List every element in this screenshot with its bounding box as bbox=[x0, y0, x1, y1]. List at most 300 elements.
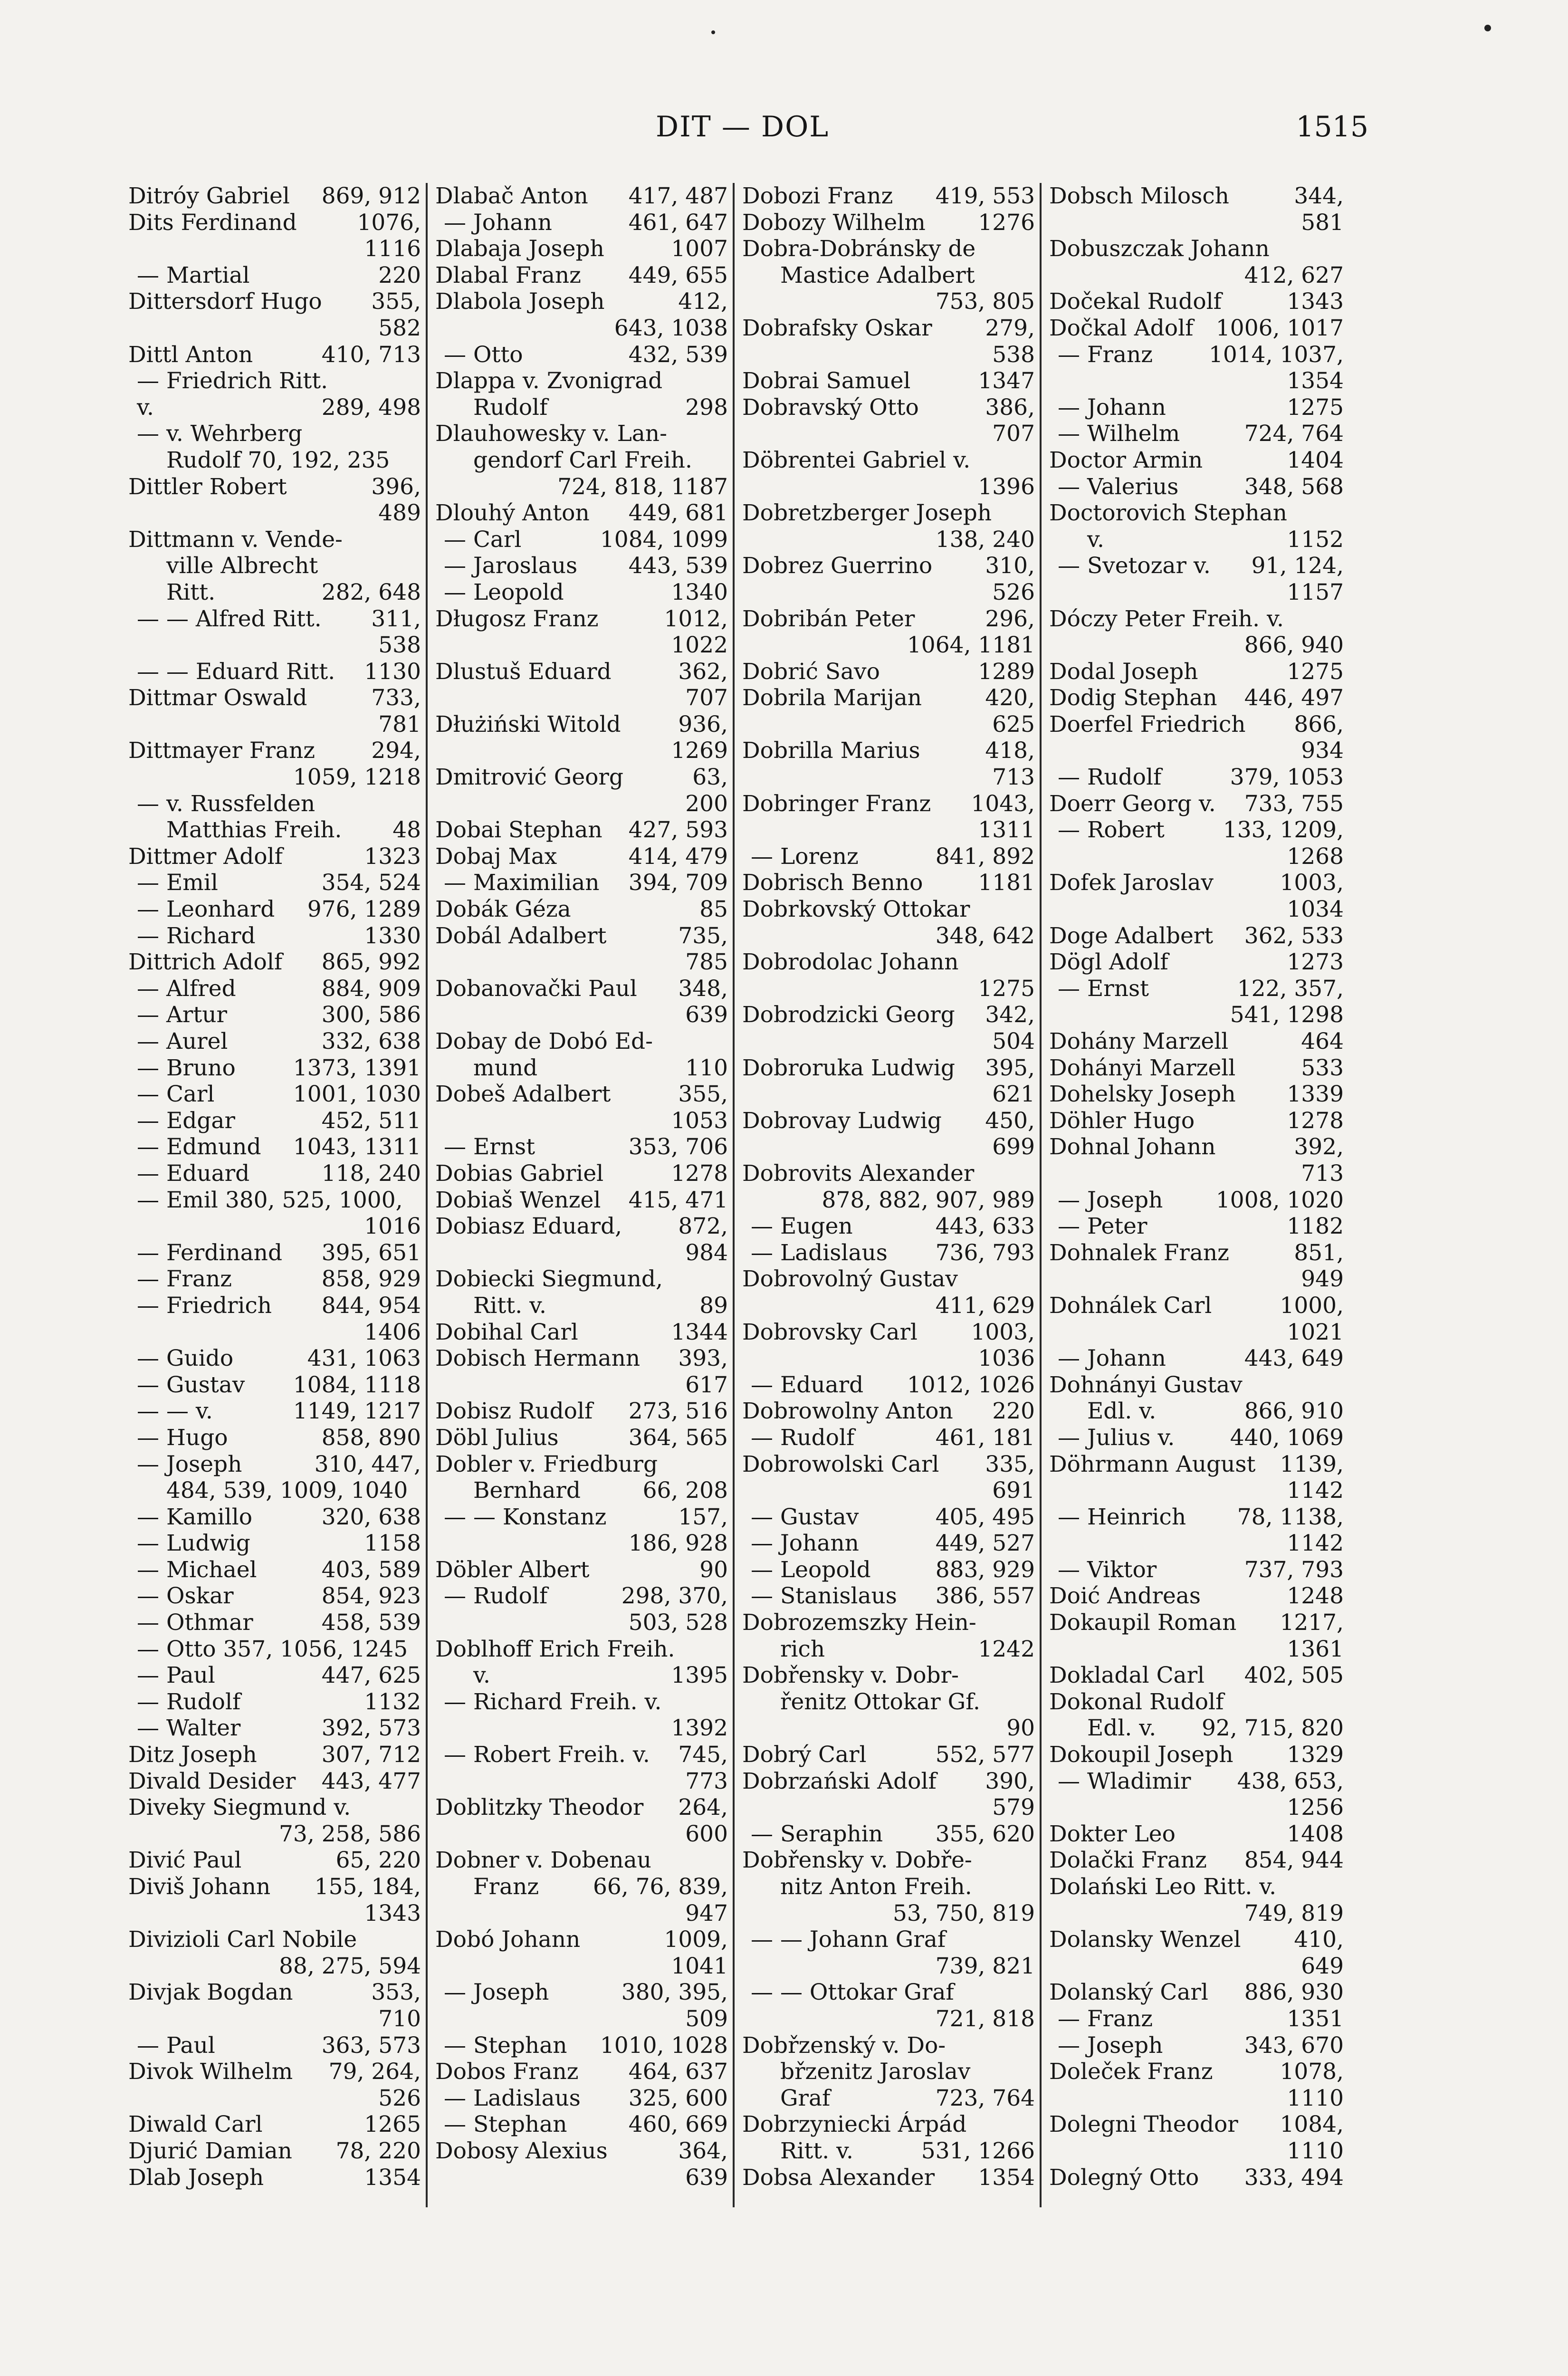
entry-page-refs: 1036 bbox=[978, 1345, 1035, 1372]
entry-name: gendorf Carl Freih. bbox=[473, 447, 692, 473]
index-entry bbox=[742, 659, 1035, 685]
entry-name: Dobrodzicki Georg bbox=[742, 1002, 955, 1028]
entry-page-refs: 220 bbox=[378, 262, 421, 288]
ink-speck bbox=[711, 30, 715, 34]
index-entry bbox=[1049, 817, 1344, 843]
entry-name: Dodal Joseph bbox=[1049, 658, 1198, 685]
entry-name: Dohelsky Joseph bbox=[1049, 1081, 1236, 1108]
index-entry bbox=[128, 368, 421, 394]
index-entry bbox=[742, 764, 1035, 791]
index-entry bbox=[1049, 262, 1344, 289]
entry-page-refs: 449, 681 bbox=[628, 500, 728, 527]
entry-page-refs: 1016 bbox=[364, 1213, 421, 1240]
index-entry bbox=[742, 1821, 1035, 1848]
index-entry bbox=[435, 553, 728, 579]
index-entry bbox=[1049, 1689, 1344, 1715]
entry-page-refs: 393, bbox=[678, 1345, 728, 1372]
entry-page-refs: 773 bbox=[685, 1768, 728, 1794]
entry-name: Divald Desider bbox=[128, 1768, 296, 1794]
index-entry bbox=[435, 843, 728, 870]
entry-page-refs: 405, 495 bbox=[935, 1504, 1035, 1530]
index-entry bbox=[128, 288, 421, 315]
entry-page-refs: 1256 bbox=[1287, 1794, 1344, 1821]
index-column-4 bbox=[1043, 183, 1348, 2207]
index-entry bbox=[128, 1345, 421, 1372]
index-entry bbox=[1049, 1266, 1344, 1293]
index-entry bbox=[128, 1002, 421, 1028]
index-entry bbox=[128, 1293, 421, 1319]
entry-page-refs: 541, 1298 bbox=[1230, 1002, 1344, 1028]
entry-name: Dobrovay Ludwig bbox=[742, 1107, 942, 1134]
index-entry bbox=[742, 2111, 1035, 2138]
entry-page-refs: 1000, bbox=[1280, 1292, 1344, 1319]
entry-page-refs: 438, 653, bbox=[1237, 1768, 1344, 1794]
entry-name: Dittmann v. Vende- bbox=[128, 526, 343, 553]
index-entry bbox=[1049, 1345, 1344, 1372]
entry-name: Dóczy Peter Freih. v. bbox=[1049, 605, 1284, 632]
index-entry bbox=[435, 1319, 728, 1346]
index-entry bbox=[742, 183, 1035, 210]
entry-page-refs: 1273 bbox=[1287, 949, 1344, 976]
entry-page-refs: 90 bbox=[699, 1556, 728, 1583]
entry-name: Mastice Adalbert bbox=[780, 262, 975, 288]
entry-name: Dobanovački Paul bbox=[435, 975, 637, 1002]
entry-name: Rudolf 70, 192, 235 bbox=[166, 447, 390, 473]
entry-page-refs: 355, 620 bbox=[935, 1820, 1035, 1847]
index-entry bbox=[435, 976, 728, 1002]
entry-name: — Seraphin bbox=[751, 1820, 883, 1847]
entry-page-refs: 1396 bbox=[978, 473, 1035, 500]
entry-page-refs: 411, 629 bbox=[935, 1292, 1035, 1319]
index-entry bbox=[742, 1213, 1035, 1240]
entry-page-refs: 1373, 1391 bbox=[293, 1054, 421, 1081]
index-entry bbox=[1049, 1028, 1344, 1055]
entry-page-refs: 273, 516 bbox=[628, 1398, 728, 1425]
entry-page-refs: 289, 498 bbox=[321, 394, 421, 421]
entry-page-refs: 402, 505 bbox=[1244, 1662, 1344, 1689]
entry-name: Dokaupil Roman bbox=[1049, 1610, 1237, 1636]
index-entry bbox=[128, 579, 421, 606]
entry-name: Diwald Carl bbox=[128, 2111, 263, 2138]
index-entry bbox=[742, 342, 1035, 368]
index-entry bbox=[742, 817, 1035, 843]
entry-page-refs: 432, 539 bbox=[628, 341, 728, 368]
entry-name: — Otto 357, 1056, 1245 bbox=[137, 1636, 408, 1662]
index-entry bbox=[435, 1689, 728, 1715]
index-entry bbox=[742, 1847, 1035, 1874]
entry-name: — Eduard bbox=[137, 1160, 250, 1187]
index-entry bbox=[435, 685, 728, 711]
index-entry bbox=[1049, 2111, 1344, 2138]
entry-page-refs: 461, 181 bbox=[935, 1424, 1035, 1451]
entry-name: — Valerius bbox=[1058, 473, 1179, 500]
entry-name: Franz bbox=[473, 1874, 539, 1900]
index-entry bbox=[435, 579, 728, 606]
entry-name: Dlouhý Anton bbox=[435, 500, 590, 527]
entry-page-refs: 333, 494 bbox=[1244, 2164, 1344, 2191]
index-entry bbox=[128, 1240, 421, 1266]
entry-name: v. bbox=[137, 394, 154, 421]
index-entry bbox=[128, 1662, 421, 1689]
index-entry bbox=[435, 632, 728, 659]
index-entry bbox=[128, 210, 421, 236]
entry-name: Dokter Leo bbox=[1049, 1820, 1176, 1847]
index-entry bbox=[435, 1794, 728, 1821]
entry-name: — Hugo bbox=[137, 1424, 228, 1451]
index-entry bbox=[742, 1610, 1035, 1636]
entry-page-refs: 1311 bbox=[978, 817, 1035, 843]
entry-name: Doblitzky Theodor bbox=[435, 1794, 644, 1821]
entry-page-refs: 1361 bbox=[1287, 1636, 1344, 1662]
entry-page-refs: 851, bbox=[1294, 1239, 1344, 1266]
entry-page-refs: 1012, 1026 bbox=[907, 1371, 1035, 1398]
index-entry bbox=[1049, 791, 1344, 817]
index-entry bbox=[128, 262, 421, 289]
entry-name: Dobrkovský Ottokar bbox=[742, 896, 970, 923]
index-entry bbox=[435, 1979, 728, 2006]
entry-page-refs: 78, 1138, bbox=[1237, 1504, 1344, 1530]
entry-name: — Emil bbox=[137, 870, 218, 896]
entry-page-refs: 443, 649 bbox=[1244, 1345, 1344, 1372]
index-entry bbox=[1049, 288, 1344, 315]
entry-page-refs: 348, 642 bbox=[935, 922, 1035, 949]
index-entry bbox=[1049, 236, 1344, 262]
entry-name: Dobozy Wilhelm bbox=[742, 209, 926, 236]
entry-name: Dobos Franz bbox=[435, 2059, 579, 2085]
entry-name: nitz Anton Freih. bbox=[780, 1874, 972, 1900]
index-entry bbox=[128, 659, 421, 685]
index-entry bbox=[742, 1979, 1035, 2006]
entry-page-refs: 526 bbox=[992, 579, 1035, 605]
entry-name: — Bruno bbox=[137, 1054, 236, 1081]
index-entry bbox=[1049, 976, 1344, 1002]
entry-page-refs: 386, bbox=[985, 394, 1035, 421]
entry-page-refs: 1001, 1030 bbox=[293, 1081, 421, 1108]
index-entry bbox=[1049, 1557, 1344, 1583]
index-entry bbox=[742, 579, 1035, 606]
index-entry bbox=[1049, 764, 1344, 791]
entry-page-refs: 699 bbox=[992, 1134, 1035, 1160]
entry-name: — Rudolf bbox=[751, 1424, 855, 1451]
entry-page-refs: 1275 bbox=[1287, 658, 1344, 685]
index-entry bbox=[435, 1293, 728, 1319]
entry-page-refs: 386, 557 bbox=[935, 1583, 1035, 1610]
index-entry bbox=[128, 2059, 421, 2085]
index-entry bbox=[742, 711, 1035, 738]
entry-name: — Ladislaus bbox=[751, 1239, 888, 1266]
index-entry bbox=[742, 1768, 1035, 1795]
entry-name: — Stephan bbox=[444, 2032, 567, 2059]
entry-name: Dmitrović Georg bbox=[435, 764, 623, 791]
entry-name: — Ernst bbox=[1058, 975, 1149, 1002]
entry-page-refs: 724, 818, 1187 bbox=[557, 473, 728, 500]
entry-page-refs: 713 bbox=[1301, 1160, 1344, 1187]
entry-page-refs: 976, 1289 bbox=[307, 896, 421, 923]
entry-page-refs: 320, 638 bbox=[321, 1504, 421, 1530]
entry-name: Doleček Franz bbox=[1049, 2059, 1213, 2085]
index-entry bbox=[128, 1187, 421, 1214]
entry-page-refs: 364, bbox=[678, 2137, 728, 2164]
index-entry bbox=[435, 1662, 728, 1689]
index-entry bbox=[128, 632, 421, 659]
entry-name: — Alfred bbox=[137, 975, 236, 1002]
entry-name: Dolański Leo Ritt. v. bbox=[1049, 1874, 1277, 1900]
entry-name: Dlauhowesky v. Lan- bbox=[435, 421, 667, 447]
index-entry bbox=[435, 1953, 728, 1980]
index-entry bbox=[1049, 2138, 1344, 2165]
entry-name: — Svetozar v. bbox=[1058, 553, 1211, 579]
entry-page-refs: 78, 220 bbox=[335, 2137, 421, 2164]
index-entry bbox=[1049, 1768, 1344, 1795]
index-entry bbox=[742, 1504, 1035, 1531]
entry-page-refs: 1278 bbox=[671, 1160, 728, 1187]
entry-page-refs: 1329 bbox=[1287, 1742, 1344, 1768]
entry-name: Dits Ferdinand bbox=[128, 209, 297, 236]
entry-page-refs: 707 bbox=[992, 421, 1035, 447]
entry-page-refs: 307, 712 bbox=[321, 1742, 421, 1768]
entry-page-refs: 1392 bbox=[671, 1715, 728, 1742]
entry-name: Dlustuš Eduard bbox=[435, 658, 612, 685]
index-entry bbox=[1049, 1477, 1344, 1504]
index-entry bbox=[1049, 1900, 1344, 1927]
entry-name: — Peter bbox=[1058, 1213, 1147, 1240]
index-entry bbox=[742, 1319, 1035, 1346]
entry-name: — Heinrich bbox=[1058, 1504, 1186, 1530]
entry-page-refs: 936, bbox=[678, 711, 728, 738]
entry-name: — Robert Freih. v. bbox=[444, 1742, 650, 1768]
entry-page-refs: 343, 670 bbox=[1244, 2032, 1344, 2059]
entry-page-refs: 449, 655 bbox=[628, 262, 728, 288]
index-entry bbox=[435, 1583, 728, 1610]
index-entry bbox=[742, 1425, 1035, 1451]
entry-name: — Joseph bbox=[1058, 1187, 1163, 1213]
entry-page-refs: 348, 568 bbox=[1244, 473, 1344, 500]
entry-page-refs: 733, bbox=[371, 685, 421, 711]
entry-page-refs: 625 bbox=[992, 711, 1035, 738]
entry-page-refs: 88, 275, 594 bbox=[279, 1953, 421, 1979]
entry-name: — Johann bbox=[1058, 1345, 1166, 1372]
index-entry bbox=[742, 2165, 1035, 2191]
entry-name: — Lorenz bbox=[751, 843, 859, 870]
page-header bbox=[0, 110, 1568, 148]
entry-name: — Rudolf bbox=[444, 1583, 548, 1610]
index-column-3 bbox=[736, 183, 1042, 2207]
entry-name: — Franz bbox=[1058, 2005, 1153, 2032]
index-entry bbox=[435, 764, 728, 791]
entry-page-refs: 1330 bbox=[364, 922, 421, 949]
entry-name: Döhrmann August bbox=[1049, 1451, 1256, 1477]
entry-name: — Joseph bbox=[137, 1451, 242, 1477]
entry-name: — Maximilian bbox=[444, 870, 600, 896]
index-entry bbox=[1049, 659, 1344, 685]
index-entry bbox=[742, 1081, 1035, 1108]
index-entry bbox=[1049, 1926, 1344, 1953]
entry-page-refs: 410, bbox=[1294, 1926, 1344, 1953]
index-entry bbox=[128, 1266, 421, 1293]
index-entry bbox=[1049, 342, 1344, 368]
entry-name: Dobál Adalbert bbox=[435, 922, 607, 949]
entry-page-refs: 363, 573 bbox=[321, 2032, 421, 2059]
entry-page-refs: 332, 638 bbox=[321, 1028, 421, 1054]
index-entry bbox=[435, 711, 728, 738]
index-entry bbox=[742, 1953, 1035, 1980]
entry-page-refs: 1354 bbox=[978, 2164, 1035, 2191]
index-entry bbox=[1049, 1610, 1344, 1636]
entry-page-refs: 854, 923 bbox=[321, 1583, 421, 1610]
index-entry bbox=[128, 394, 421, 421]
entry-name: — Leopold bbox=[751, 1556, 871, 1583]
entry-name: Dlab Joseph bbox=[128, 2164, 264, 2191]
entry-page-refs: 713 bbox=[992, 764, 1035, 791]
entry-page-refs: 1265 bbox=[364, 2111, 421, 2138]
index-entry bbox=[742, 1715, 1035, 1742]
entry-name: Dobrzyniecki Árpád bbox=[742, 2111, 967, 2138]
index-entry bbox=[1049, 1240, 1344, 1266]
entry-page-refs: 844, 954 bbox=[321, 1292, 421, 1319]
entry-page-refs: 364, 565 bbox=[628, 1424, 728, 1451]
index-entry bbox=[742, 606, 1035, 632]
index-entry bbox=[1049, 1821, 1344, 1848]
entry-name: — Oskar bbox=[137, 1583, 234, 1610]
entry-page-refs: 48 bbox=[392, 817, 421, 843]
index-entry bbox=[1049, 1081, 1344, 1108]
entry-name: Dobner v. Dobenau bbox=[435, 1847, 651, 1874]
index-entry bbox=[742, 1900, 1035, 1927]
entry-page-refs: 538 bbox=[992, 341, 1035, 368]
entry-page-refs: 1014, 1037, bbox=[1208, 341, 1344, 368]
index-entry bbox=[1049, 2085, 1344, 2112]
index-entry bbox=[128, 896, 421, 923]
entry-page-refs: 464, 637 bbox=[628, 2059, 728, 2085]
entry-name: — Richard Freih. v. bbox=[444, 1688, 662, 1715]
entry-page-refs: 85 bbox=[699, 896, 728, 923]
entry-page-refs: 509 bbox=[685, 2005, 728, 2032]
entry-page-refs: 1084, bbox=[1280, 2111, 1344, 2138]
entry-name: Dobiecki Siegmund, bbox=[435, 1266, 663, 1293]
index-entry bbox=[742, 870, 1035, 896]
entry-page-refs: 737, 793 bbox=[1244, 1556, 1344, 1583]
entry-name: Dittmar Oswald bbox=[128, 685, 307, 711]
entry-page-refs: 1076, bbox=[357, 209, 421, 236]
entry-name: rich bbox=[780, 1636, 825, 1662]
index-entry bbox=[1049, 1319, 1344, 1346]
entry-page-refs: 355, bbox=[678, 1081, 728, 1108]
entry-name: Dolegni Theodor bbox=[1049, 2111, 1238, 2138]
entry-page-refs: 781 bbox=[378, 711, 421, 738]
entry-name: Dohányi Marzell bbox=[1049, 1054, 1236, 1081]
index-entry bbox=[128, 2006, 421, 2032]
index-entry bbox=[435, 236, 728, 262]
entry-page-refs: 296, bbox=[985, 605, 1035, 632]
index-entry bbox=[742, 1794, 1035, 1821]
entry-page-refs: 600 bbox=[685, 1820, 728, 1847]
index-entry bbox=[435, 2085, 728, 2112]
index-entry bbox=[435, 1557, 728, 1583]
index-entry bbox=[128, 421, 421, 447]
entry-page-refs: 1340 bbox=[671, 579, 728, 605]
entry-page-refs: 65, 220 bbox=[335, 1847, 421, 1874]
entry-page-refs: 503, 528 bbox=[628, 1610, 728, 1636]
entry-name: — Julius v. bbox=[1058, 1424, 1175, 1451]
index-entry bbox=[742, 1636, 1035, 1663]
entry-name: Dobrý Carl bbox=[742, 1742, 867, 1768]
entry-name: Dobrisch Benno bbox=[742, 870, 923, 896]
entry-page-refs: 854, 944 bbox=[1244, 1847, 1344, 1874]
entry-page-refs: 443, 539 bbox=[628, 553, 728, 579]
index-entry bbox=[128, 606, 421, 632]
index-entry bbox=[435, 1477, 728, 1504]
index-entry bbox=[1049, 1742, 1344, 1768]
entry-page-refs: 552, 577 bbox=[935, 1742, 1035, 1768]
entry-name: Dohnányi Gustav bbox=[1049, 1371, 1243, 1398]
entry-name: Dlabač Anton bbox=[435, 183, 588, 209]
index-entry bbox=[435, 500, 728, 527]
entry-name: Dobrafsky Oskar bbox=[742, 315, 932, 341]
index-entry bbox=[742, 2085, 1035, 2112]
index-entry bbox=[742, 1187, 1035, 1214]
entry-name: Dobai Stephan bbox=[435, 817, 602, 843]
index-entry bbox=[128, 342, 421, 368]
entry-page-refs: 79, 264, bbox=[328, 2059, 421, 2085]
index-entry bbox=[1049, 1530, 1344, 1557]
index-entry bbox=[128, 1160, 421, 1187]
entry-page-refs: 1008, 1020 bbox=[1215, 1187, 1344, 1213]
entry-page-refs: 866, 940 bbox=[1244, 632, 1344, 659]
entry-page-refs: 354, 524 bbox=[321, 870, 421, 896]
entry-page-refs: 355, bbox=[371, 288, 421, 315]
entry-page-refs: 735, bbox=[678, 922, 728, 949]
index-entry bbox=[1049, 315, 1344, 342]
entry-page-refs: 1021 bbox=[1287, 1319, 1344, 1345]
index-entry bbox=[435, 394, 728, 421]
entry-page-refs: 621 bbox=[992, 1081, 1035, 1108]
entry-page-refs: 749, 819 bbox=[1244, 1900, 1344, 1926]
index-entry bbox=[742, 949, 1035, 976]
entry-page-refs: 449, 527 bbox=[935, 1530, 1035, 1557]
index-entry bbox=[128, 1715, 421, 1742]
entry-name: Dobra-Dobránsky de bbox=[742, 236, 976, 262]
entry-name: Dočekal Rudolf bbox=[1049, 288, 1222, 315]
index-entry bbox=[128, 1821, 421, 1848]
entry-page-refs: 1217, bbox=[1280, 1610, 1344, 1636]
entry-name: — Richard bbox=[137, 922, 256, 949]
index-entry bbox=[1049, 1636, 1344, 1663]
index-entry bbox=[1049, 1662, 1344, 1689]
entry-name: Dobosy Alexius bbox=[435, 2137, 608, 2164]
index-entry bbox=[742, 1055, 1035, 1082]
entry-page-refs: 1181 bbox=[978, 870, 1035, 896]
entry-page-refs: 1343 bbox=[364, 1900, 421, 1926]
page-number: 1515 bbox=[1296, 110, 1368, 144]
entry-name: Długosz Franz bbox=[435, 605, 599, 632]
index-entry bbox=[128, 1926, 421, 1953]
entry-name: Djurić Damian bbox=[128, 2137, 292, 2164]
index-entry bbox=[1049, 1953, 1344, 1980]
entry-page-refs: 325, 600 bbox=[628, 2085, 728, 2111]
index-entry bbox=[742, 632, 1035, 659]
entry-name: Dobias Gabriel bbox=[435, 1160, 604, 1187]
entry-page-refs: 643, 1038 bbox=[614, 315, 728, 341]
entry-page-refs: 1078, bbox=[1280, 2059, 1344, 2085]
entry-name: — Aurel bbox=[137, 1028, 228, 1054]
entry-page-refs: 1404 bbox=[1287, 447, 1344, 473]
index-column-2 bbox=[430, 183, 735, 2207]
entry-name: — Joseph bbox=[444, 1979, 549, 2006]
entry-page-refs: 344, bbox=[1294, 183, 1344, 209]
index-entry bbox=[1049, 1293, 1344, 1319]
entry-name: Ritt. v. bbox=[473, 1292, 546, 1319]
index-entry bbox=[435, 1160, 728, 1187]
